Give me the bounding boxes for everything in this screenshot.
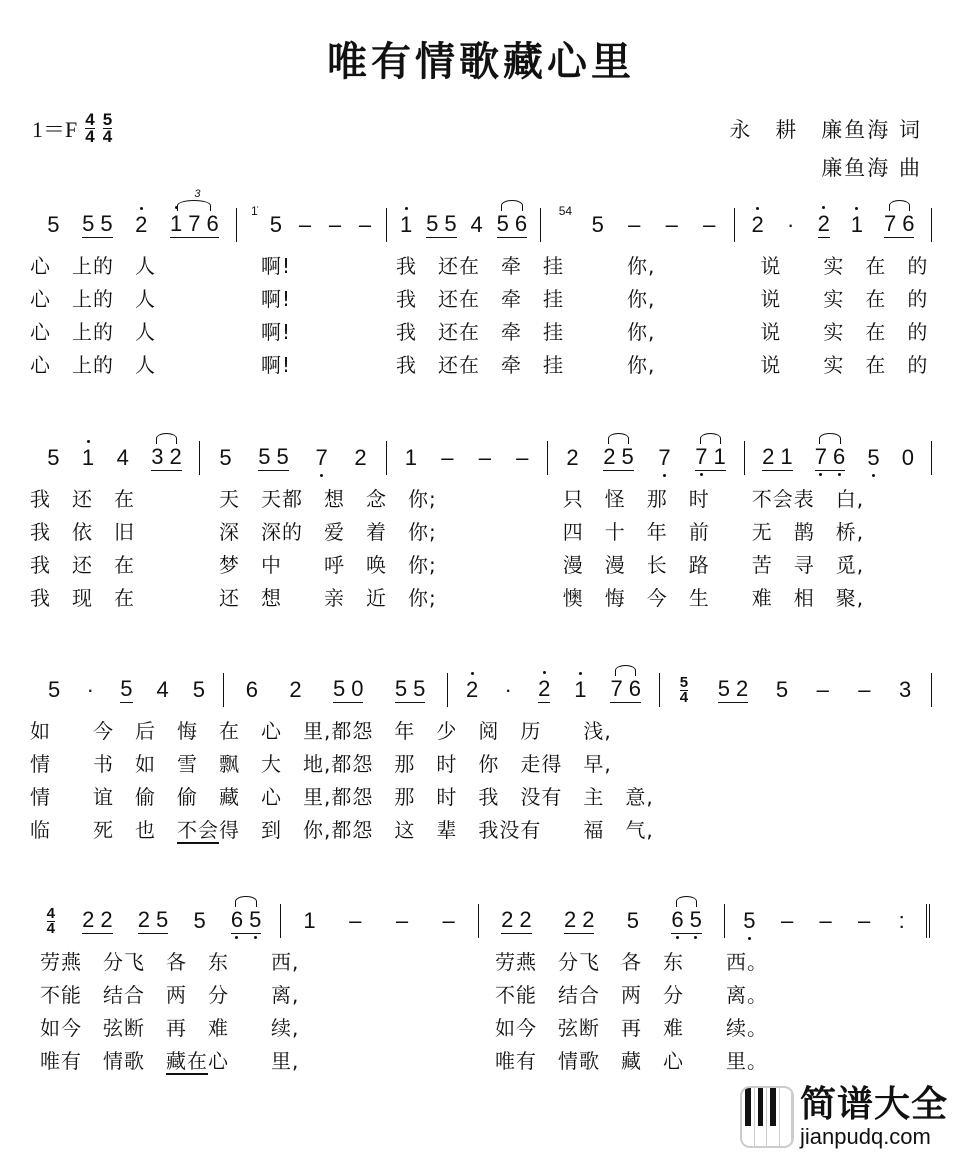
augmentation-dot: · bbox=[86, 677, 94, 702]
key-signature bbox=[32, 112, 112, 145]
time-signature-5-4 bbox=[103, 112, 112, 145]
lyric-text: 劳燕 分飞 各 东 西。 bbox=[495, 950, 768, 974]
note: 5 bbox=[717, 676, 730, 701]
time-signature bbox=[679, 673, 689, 706]
lyric-text: 临 死 也 bbox=[30, 818, 177, 842]
note: 5 bbox=[413, 676, 426, 701]
staff bbox=[30, 441, 932, 475]
measure bbox=[387, 208, 541, 242]
lyric-text: 我 还 在 梦 中 呼 唤 你; 漫 漫 长 路 苦 寻 觅, bbox=[30, 553, 865, 577]
note: 7 bbox=[188, 211, 201, 236]
note: 2 bbox=[762, 444, 775, 469]
ts-digit: 4 bbox=[46, 904, 55, 922]
lyric-text: 唯有 情歌 bbox=[40, 1049, 166, 1073]
note: 5 bbox=[219, 445, 232, 470]
measure bbox=[30, 441, 200, 475]
lyricist-credit: 永 耕 廉鱼海 词 bbox=[729, 118, 922, 142]
lyric-line bbox=[40, 1045, 299, 1074]
lyric-line bbox=[30, 549, 864, 578]
dash: – bbox=[665, 212, 678, 237]
note: 6 bbox=[206, 211, 219, 236]
note: 2 bbox=[354, 445, 367, 470]
measure bbox=[448, 673, 660, 707]
note: 3 bbox=[898, 677, 912, 702]
dash: – bbox=[858, 908, 871, 933]
lyric-text: 我 现 在 还 想 亲 近 你; 懊 悔 今 生 难 相 聚, bbox=[30, 586, 865, 610]
dash: – bbox=[328, 212, 342, 237]
measure bbox=[660, 673, 932, 707]
dash: – bbox=[816, 677, 829, 702]
note: 1 bbox=[81, 445, 95, 470]
lyric-text: 心 上的 人 啊! 我 还在 牵 挂 你, 说 实 在 的 bbox=[30, 254, 929, 278]
lyric-line bbox=[40, 946, 299, 975]
note-group bbox=[231, 908, 262, 934]
note: 4 bbox=[116, 445, 129, 470]
measure bbox=[735, 208, 932, 242]
lyric-line bbox=[30, 748, 612, 777]
note: 2 bbox=[736, 676, 749, 701]
measure bbox=[28, 904, 281, 938]
note: 2 bbox=[137, 907, 151, 932]
note-group bbox=[151, 445, 182, 471]
lyric-text: 不能 结合 两 分 离, bbox=[40, 983, 300, 1007]
note: 7 bbox=[610, 676, 623, 701]
note: 6 bbox=[902, 211, 915, 236]
dash: – bbox=[780, 908, 794, 933]
lyric-line bbox=[30, 781, 654, 810]
note: 2 bbox=[100, 907, 113, 932]
note: 5 bbox=[48, 677, 61, 702]
song-title: 唯有情歌藏心里 bbox=[327, 38, 635, 85]
measure bbox=[200, 441, 387, 475]
note: 1 bbox=[404, 445, 417, 470]
note: 5 bbox=[47, 212, 60, 237]
ts-bottom: 4 bbox=[85, 127, 95, 146]
note: 6 bbox=[514, 211, 528, 236]
piano-keys-icon bbox=[740, 1086, 794, 1148]
note: 5 bbox=[689, 907, 702, 932]
note: 2 bbox=[465, 677, 479, 702]
lyric-line bbox=[30, 582, 864, 611]
note: 6 bbox=[245, 677, 258, 702]
note-group bbox=[884, 212, 915, 238]
dash: – bbox=[441, 445, 454, 470]
triplet-mark: 3 bbox=[194, 188, 201, 200]
dash: – bbox=[819, 908, 832, 933]
lyric-line bbox=[30, 516, 864, 545]
note-group bbox=[815, 445, 846, 471]
ts-digit: 5 bbox=[679, 673, 689, 691]
note-group bbox=[762, 445, 793, 471]
note: 5 bbox=[192, 677, 205, 702]
ts-top: 5 bbox=[102, 110, 113, 129]
note: 2 bbox=[82, 907, 95, 932]
note-group bbox=[395, 677, 426, 703]
measure bbox=[548, 441, 745, 475]
lyric-text: 心 上的 人 啊! 我 还在 牵 挂 你, 说 实 在 的 bbox=[30, 353, 929, 377]
note: 5 bbox=[100, 211, 113, 236]
note: 2 bbox=[817, 211, 830, 236]
note: 7 bbox=[315, 445, 328, 470]
lyric-line bbox=[30, 814, 654, 843]
note: 1 bbox=[713, 444, 726, 469]
note: 7 bbox=[814, 444, 827, 469]
note-group bbox=[501, 908, 532, 934]
note: 5 bbox=[269, 212, 282, 237]
lyric-text: 如今 弦断 再 难 续。 bbox=[495, 1016, 768, 1040]
note-group bbox=[671, 908, 702, 934]
lyric-text: 情 谊 偷 偷 藏 心 里,都怨 那 时 我 没有 主 意, bbox=[30, 785, 654, 809]
lyric-text: 心 里, bbox=[208, 1049, 300, 1073]
staff bbox=[28, 904, 930, 938]
lyric-text: 如今 弦断 再 难 续, bbox=[40, 1016, 300, 1040]
dash: – bbox=[703, 212, 716, 237]
measure bbox=[30, 673, 224, 707]
note: 5 bbox=[120, 676, 133, 701]
lyric-line bbox=[40, 979, 299, 1008]
composer-credit: 廉鱼海 曲 bbox=[821, 156, 922, 180]
lyric-line bbox=[40, 1012, 299, 1041]
measure bbox=[745, 441, 932, 475]
lyric-text: 劳燕 分飞 各 东 西, bbox=[40, 950, 300, 974]
note: 2 bbox=[169, 444, 182, 469]
note: 5 bbox=[249, 907, 262, 932]
note: 5 bbox=[394, 676, 408, 701]
note: 5 bbox=[743, 908, 756, 933]
note-group bbox=[497, 212, 528, 238]
note: 5 bbox=[47, 445, 60, 470]
note: 0 bbox=[901, 445, 914, 470]
dash: – bbox=[298, 212, 312, 237]
note-group bbox=[82, 908, 113, 934]
staff bbox=[30, 673, 932, 707]
note: 5 bbox=[496, 211, 509, 236]
note-group bbox=[718, 677, 749, 703]
lyric-text: 如 今 后 悔 在 心 里,都怨 年 少 阅 历 浅, bbox=[30, 719, 612, 743]
note: 2 bbox=[135, 212, 148, 237]
measure bbox=[237, 204, 387, 242]
note: 3 bbox=[151, 444, 164, 469]
note: 1 bbox=[303, 908, 316, 933]
measure bbox=[541, 204, 735, 242]
note-group bbox=[138, 908, 169, 934]
note: 1 bbox=[850, 212, 864, 237]
ts-digit: 4 bbox=[679, 688, 689, 706]
note: 2 bbox=[751, 212, 764, 237]
lyric-text: 我 还 在 天 天都 想 念 你; 只 怪 那 时 不会表 白, bbox=[30, 487, 865, 511]
lyric-line bbox=[30, 283, 928, 312]
note: 2 bbox=[603, 444, 616, 469]
note: 6 bbox=[832, 444, 846, 469]
time-signature-4-4 bbox=[85, 112, 94, 145]
dash: – bbox=[478, 445, 491, 470]
watermark-url: jianpudq.com bbox=[800, 1124, 931, 1149]
measure bbox=[387, 441, 548, 475]
note: 2 bbox=[519, 907, 532, 932]
note: 6 bbox=[671, 907, 684, 932]
repeat-sign: : bbox=[898, 908, 905, 933]
note: 5 bbox=[82, 211, 95, 236]
note: 6 bbox=[230, 907, 244, 932]
key-label: 1＝F bbox=[32, 117, 78, 142]
note: 4 bbox=[470, 212, 483, 237]
note-group bbox=[564, 908, 595, 934]
note: 0 bbox=[351, 676, 364, 701]
lyric-text: 我 依 旧 深 深的 爱 着 你; 四 十 年 前 无 鹊 桥, bbox=[30, 520, 865, 544]
dash: – bbox=[349, 908, 362, 933]
lyric-text: 得 到 你,都怨 这 辈 我没有 福 气, bbox=[219, 818, 654, 842]
note-group bbox=[120, 677, 132, 703]
note: 5 bbox=[867, 445, 880, 470]
dash: – bbox=[358, 212, 372, 237]
dash: – bbox=[628, 212, 641, 237]
grace-note: 1̇ bbox=[251, 204, 258, 218]
note: 5 bbox=[426, 211, 439, 236]
watermark-logo bbox=[740, 1084, 948, 1150]
note: 7 bbox=[883, 211, 897, 236]
lyric-line bbox=[30, 715, 612, 744]
note: 5 bbox=[626, 908, 640, 933]
time-signature bbox=[46, 904, 55, 937]
measure bbox=[224, 673, 448, 707]
grace-note: 54 bbox=[558, 204, 573, 218]
note: 5 bbox=[444, 211, 457, 236]
note: 5 bbox=[258, 444, 271, 469]
note: 7 bbox=[695, 444, 708, 469]
note: 5 bbox=[193, 908, 206, 933]
staff bbox=[30, 188, 932, 242]
augmentation-dot: · bbox=[504, 677, 512, 702]
note: 1 bbox=[574, 677, 587, 702]
ts-digit: 4 bbox=[46, 919, 55, 937]
note-group bbox=[818, 212, 830, 238]
lyric-line bbox=[495, 1045, 768, 1074]
dash: – bbox=[516, 445, 529, 470]
note: 5 bbox=[775, 677, 789, 702]
measure bbox=[281, 904, 479, 938]
dash: – bbox=[442, 908, 455, 933]
note-group bbox=[258, 445, 289, 471]
note-group bbox=[538, 677, 550, 703]
note: 6 bbox=[628, 676, 641, 701]
note-group bbox=[603, 445, 634, 471]
note-group bbox=[333, 677, 364, 703]
note: 7 bbox=[658, 445, 671, 470]
note-group bbox=[610, 677, 641, 703]
watermark-name: 简谱大全 bbox=[800, 1084, 949, 1125]
lyric-line bbox=[495, 979, 768, 1008]
ts-top: 4 bbox=[85, 110, 95, 129]
note: 2 bbox=[289, 677, 302, 702]
dash: – bbox=[395, 908, 409, 933]
augmentation-dot: · bbox=[786, 212, 795, 237]
lyric-text: 不会 bbox=[177, 818, 219, 842]
note: 1 bbox=[169, 211, 183, 236]
note: 5 bbox=[332, 676, 346, 701]
note: 2 bbox=[563, 907, 577, 932]
lyric-text: 情 书 如 雪 飘 大 地,都怨 那 时 你 走得 早, bbox=[30, 752, 612, 776]
note: 1 bbox=[780, 444, 793, 469]
dash: – bbox=[858, 677, 871, 702]
lyric-line bbox=[30, 250, 928, 279]
lyric-line bbox=[30, 349, 928, 378]
lyric-line bbox=[30, 483, 864, 512]
note-group bbox=[695, 445, 726, 471]
note: 5 bbox=[621, 444, 634, 469]
note: 5 bbox=[591, 212, 604, 237]
measure bbox=[725, 904, 930, 938]
measure bbox=[30, 188, 237, 242]
ts-bottom: 4 bbox=[102, 127, 113, 146]
note: 2 bbox=[538, 676, 551, 701]
measure bbox=[479, 904, 725, 938]
note: 4 bbox=[156, 677, 169, 702]
lyric-text: 唯有 情歌 藏 心 里。 bbox=[495, 1049, 768, 1073]
lyric-line bbox=[495, 1012, 768, 1041]
note: 2 bbox=[566, 445, 579, 470]
note: 2 bbox=[582, 907, 595, 932]
note-group bbox=[82, 212, 113, 238]
note: 5 bbox=[276, 444, 289, 469]
lyric-line bbox=[30, 316, 928, 345]
note: 1 bbox=[399, 212, 413, 237]
note-group bbox=[169, 188, 219, 238]
lyric-text: 不能 结合 两 分 离。 bbox=[495, 983, 768, 1007]
note-group bbox=[426, 212, 457, 238]
note: 5 bbox=[156, 907, 169, 932]
lyric-text: 心 上的 人 啊! 我 还在 牵 挂 你, 说 实 在 的 bbox=[30, 320, 929, 344]
lyric-text: 心 上的 人 啊! 我 还在 牵 挂 你, 说 实 在 的 bbox=[30, 287, 929, 311]
lyric-text: 藏在 bbox=[166, 1049, 208, 1073]
lyric-line bbox=[495, 946, 768, 975]
note: 2 bbox=[501, 907, 514, 932]
